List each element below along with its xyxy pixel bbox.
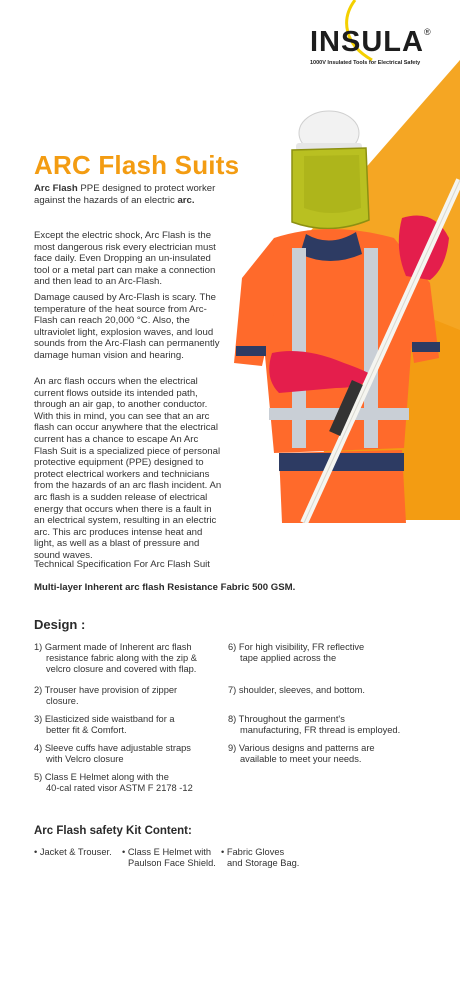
intro-text: PPE designed to protect worker against the hazards of an electric <box>34 183 216 206</box>
design-item-9: 9) Various designs and patterns are available to meet your needs. <box>228 743 375 765</box>
arc-flash-suit-photo <box>234 108 460 523</box>
design-item-6: 6) For high visibility, FR reflective tape applied across the <box>228 642 365 664</box>
logo-tagline: 1000V Insulated Tools for Electrical Safety <box>310 60 421 66</box>
brand-logo <box>310 28 460 66</box>
paragraph-arc-flash-explained: An arc flash occurs when the electrical current flows outside its intended path, through an air gap, to another conductor. With this in mind, you can see that an arc flash can occur anywhere that the electrical current has a chance to escape An Arc Flash Suit is a specialized piece of personal protective equipment (PPE) designed to protect electrical workers and technicians from the hazards of an arc flash incident. An arc flash is a sudden release of electrical energy that occurs when there is a fault in an electrical system, resulting in an electric arc. This arc produces intense heat and light, as well as a blast of pressure and sound waves. <box>34 376 222 561</box>
design-item-7: 7) shoulder, sleeves, and bottom. <box>228 685 365 695</box>
kit-heading: Arc Flash safety Kit Content: <box>34 825 192 837</box>
design-item-8: 8) Throughout the garment's manufacturing, FR thread is employed. <box>228 714 401 736</box>
design-heading: Design : <box>34 617 86 632</box>
kit-item-helmet: • Class E Helmet with Paulson Face Shield. <box>122 847 216 869</box>
design-item-3: 3) Elasticized side waistband for a better fit & Comfort. <box>34 714 175 736</box>
design-item-2: 2) Trouser have provision of zipper closure. <box>34 685 178 707</box>
intro-bold-end: arc. <box>177 194 195 206</box>
design-item-5: 5) Class E Helmet along with the 40-cal rated visor ASTM F 2178 -12 <box>34 772 193 794</box>
intro-bold-term: Arc Flash <box>34 183 78 194</box>
paragraph-damage: Damage caused by Arc-Flash is scary. The temperature of the heat source from Arc-Flash can reach 20,000 °C. Also, the ultraviolet light, explosion waves, and loud sounds from the Arc-Flash can permanently damage human vision and hearing. <box>34 292 220 361</box>
spec-fabric: Multi-layer Inherent arc flash Resistance Fabric 500 GSM. <box>34 582 296 593</box>
logo-registered-mark: ® <box>423 27 432 37</box>
kit-item-gloves-bag: • Fabric Gloves and Storage Bag. <box>221 847 300 869</box>
intro-paragraph <box>34 183 224 206</box>
design-item-1: 1) Garment made of Inherent arc flash resistance fabric along with the zip & velcro closure and covered with flap. <box>34 642 197 675</box>
design-item-4: 4) Sleeve cuffs have adjustable straps with Velcro closure <box>34 743 191 765</box>
spec-heading: Technical Specification For Arc Flash Suit <box>34 559 210 570</box>
page-title: ARC Flash Suits <box>34 150 240 180</box>
logo-wordmark: INSULA <box>310 26 424 58</box>
kit-item-jacket-trouser: • Jacket & Trouser. <box>34 847 112 857</box>
paragraph-shock-risk: Except the electric shock, Arc Flash is the most dangerous risk every electrician must face daily. Even Dropping an un-insulated tool or a metal part can make a connection and then lead to an Arc-Flash. <box>34 230 216 288</box>
